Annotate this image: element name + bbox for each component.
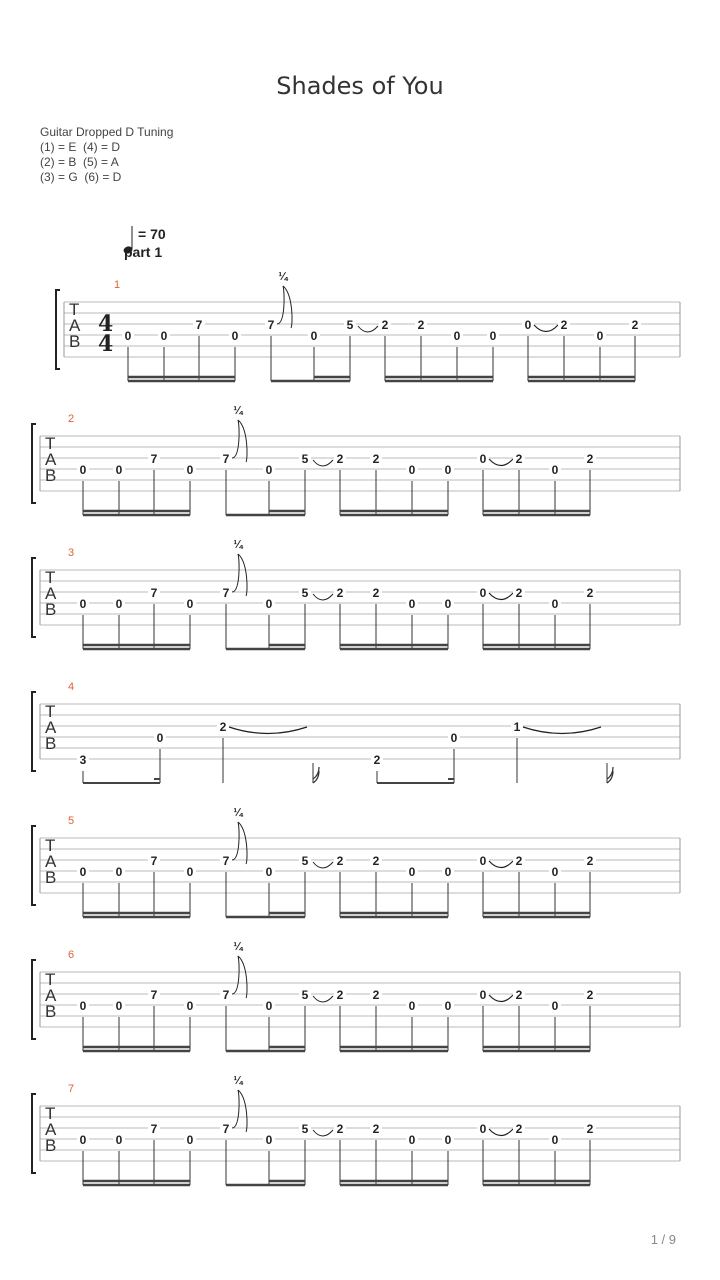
- bend-arrow: [232, 1090, 239, 1128]
- fret-number: 0: [479, 452, 487, 466]
- fret-number: 2: [515, 1122, 523, 1136]
- tab-system: [56, 271, 680, 381]
- tie-arc: [534, 325, 558, 332]
- fret-number: 0: [265, 865, 273, 879]
- fret-number: 2: [336, 586, 344, 600]
- fret-number: 0: [79, 865, 87, 879]
- bend-arrow: [232, 420, 239, 458]
- tab-letter: T: [45, 434, 56, 453]
- bend-arrow: [232, 822, 239, 860]
- section-label: part 1: [124, 244, 163, 260]
- measure-number: 7: [68, 1083, 75, 1095]
- tab-letter: T: [45, 568, 56, 587]
- note-flag: [607, 767, 613, 783]
- tab-letter: B: [45, 868, 57, 887]
- tie-arc: [489, 1129, 513, 1136]
- slide-arc: [313, 594, 333, 600]
- fret-number: 0: [265, 999, 273, 1013]
- system-bracket: [32, 960, 36, 1039]
- fret-number: 0: [186, 865, 194, 879]
- slide-arc: [358, 326, 378, 332]
- fret-number: 0: [310, 329, 318, 343]
- tab-letter: T: [69, 300, 80, 319]
- fret-number: 0: [79, 597, 87, 611]
- system-bracket: [32, 1094, 36, 1173]
- fret-number: 7: [222, 586, 230, 600]
- fret-number: 0: [408, 1133, 416, 1147]
- fret-number: 0: [444, 597, 452, 611]
- fret-number: 0: [551, 1133, 559, 1147]
- fret-number: 0: [479, 854, 487, 868]
- fret-number: 2: [372, 988, 380, 1002]
- tab-letter: T: [45, 970, 56, 989]
- fret-number: 0: [551, 597, 559, 611]
- fret-number: 0: [115, 463, 123, 477]
- system-bracket: [32, 558, 36, 637]
- measure-number: 3: [68, 547, 75, 559]
- fret-number: 0: [551, 463, 559, 477]
- fret-number: 0: [444, 463, 452, 477]
- fret-number: 7: [150, 452, 158, 466]
- fret-number: 0: [79, 463, 87, 477]
- fret-number: 0: [186, 999, 194, 1013]
- tie-arc: [229, 727, 307, 734]
- fret-number: 0: [115, 865, 123, 879]
- fret-number: 0: [186, 1133, 194, 1147]
- fret-number: 2: [336, 452, 344, 466]
- tab-letter: T: [45, 1104, 56, 1123]
- measure-number: 4: [68, 681, 75, 693]
- tab-letter: B: [45, 466, 57, 485]
- fret-number: 0: [444, 1133, 452, 1147]
- tab-letter: B: [45, 1136, 57, 1155]
- tab-letter: A: [45, 986, 57, 1005]
- fret-number: 0: [596, 329, 604, 343]
- fret-number: 0: [186, 597, 194, 611]
- bend-label: ¼: [233, 539, 243, 551]
- fret-number: 2: [515, 854, 523, 868]
- fret-number: 7: [150, 1122, 158, 1136]
- tab-system: [32, 1075, 680, 1185]
- fret-number: 0: [524, 318, 532, 332]
- bend-arrow: [232, 554, 239, 592]
- fret-number: 0: [551, 865, 559, 879]
- tie-arc: [489, 995, 513, 1002]
- fret-number: 0: [479, 988, 487, 1002]
- bend-label: ¼: [233, 405, 243, 417]
- fret-number: 0: [408, 597, 416, 611]
- fret-number: 0: [156, 731, 164, 745]
- fret-number: 0: [79, 999, 87, 1013]
- tie-arc: [489, 861, 513, 868]
- fret-number: 2: [381, 318, 389, 332]
- fret-number: 0: [115, 999, 123, 1013]
- fret-number: 7: [150, 988, 158, 1002]
- fret-number: 2: [586, 1122, 594, 1136]
- fret-number: 2: [631, 318, 639, 332]
- fret-number: 5: [301, 586, 309, 600]
- fret-number: 0: [479, 1122, 487, 1136]
- fret-number: 2: [586, 452, 594, 466]
- system-bracket: [32, 826, 36, 905]
- tuning-heading: Guitar Dropped D Tuning: [40, 125, 174, 139]
- fret-number: 0: [453, 329, 461, 343]
- fret-number: 0: [231, 329, 239, 343]
- fret-number: 2: [372, 452, 380, 466]
- fret-number: 0: [408, 865, 416, 879]
- time-signature-top: 4: [98, 311, 114, 337]
- fret-number: 0: [79, 1133, 87, 1147]
- tie-arc: [523, 727, 601, 734]
- fret-number: 2: [219, 720, 227, 734]
- tab-letter: B: [45, 600, 57, 619]
- fret-number: 0: [160, 329, 168, 343]
- fret-number: 2: [515, 586, 523, 600]
- tab-system: [32, 941, 680, 1051]
- fret-number: 7: [267, 318, 275, 332]
- bend-label: ¼: [233, 941, 243, 953]
- fret-number: 7: [150, 854, 158, 868]
- bend-label: ¼: [278, 271, 288, 283]
- fret-number: 1: [513, 720, 521, 734]
- tempo-marking: = 70: [138, 226, 166, 242]
- time-signature-bottom: 4: [98, 331, 114, 357]
- fret-number: 0: [444, 865, 452, 879]
- tie-arc: [489, 459, 513, 466]
- fret-number: 2: [336, 1122, 344, 1136]
- tab-letter: A: [45, 718, 57, 737]
- slide-arc: [313, 460, 333, 466]
- tab-letter: T: [45, 702, 56, 721]
- fret-number: 0: [265, 1133, 273, 1147]
- fret-number: 2: [372, 586, 380, 600]
- fret-number: 5: [301, 988, 309, 1002]
- fret-number: 2: [372, 854, 380, 868]
- fret-number: 2: [336, 988, 344, 1002]
- tab-letter: A: [45, 1120, 57, 1139]
- slide-arc: [313, 996, 333, 1002]
- fret-number: 2: [586, 586, 594, 600]
- fret-number: 0: [408, 463, 416, 477]
- tab-letter: B: [69, 332, 81, 351]
- fret-number: 2: [336, 854, 344, 868]
- fret-number: 5: [301, 1122, 309, 1136]
- tie-arc: [489, 593, 513, 600]
- fret-number: 2: [372, 1122, 380, 1136]
- tab-letter: A: [45, 450, 57, 469]
- fret-number: 0: [124, 329, 132, 343]
- measure-number: 2: [68, 413, 75, 425]
- bend-arrow: [232, 956, 239, 994]
- tab-letter: A: [45, 852, 57, 871]
- tab-letter: A: [69, 316, 81, 335]
- fret-number: 7: [150, 586, 158, 600]
- page-number: 1 / 9: [650, 1232, 676, 1247]
- tuning-line: (1) = E (4) = D: [40, 140, 121, 154]
- fret-number: 2: [417, 318, 425, 332]
- fret-number: 0: [115, 597, 123, 611]
- fret-number: 5: [301, 452, 309, 466]
- song-title: Shades of You: [276, 72, 444, 100]
- fret-number: 0: [115, 1133, 123, 1147]
- tuning-line: (3) = G (6) = D: [40, 170, 122, 184]
- fret-number: 0: [408, 999, 416, 1013]
- fret-number: 0: [444, 999, 452, 1013]
- fret-number: 2: [515, 452, 523, 466]
- fret-number: 5: [346, 318, 354, 332]
- fret-number: 7: [222, 1122, 230, 1136]
- measure-number: 5: [68, 815, 75, 827]
- fret-number: 0: [479, 586, 487, 600]
- tuning-line: (2) = B (5) = A: [40, 155, 119, 169]
- fret-number: 7: [222, 988, 230, 1002]
- tab-letter: B: [45, 1002, 57, 1021]
- fret-number: 0: [265, 597, 273, 611]
- measure-number: 1: [114, 279, 121, 291]
- fret-number: 2: [586, 988, 594, 1002]
- bend-label: ¼: [233, 1075, 243, 1087]
- fret-number: 2: [586, 854, 594, 868]
- slide-arc: [313, 1130, 333, 1136]
- tab-system: [32, 539, 680, 649]
- measure-number: 6: [68, 949, 75, 961]
- slide-arc: [313, 862, 333, 868]
- fret-number: 5: [301, 854, 309, 868]
- fret-number: 0: [489, 329, 497, 343]
- fret-number: 2: [560, 318, 568, 332]
- fret-number: 7: [195, 318, 203, 332]
- fret-number: 3: [79, 753, 87, 767]
- fret-number: 7: [222, 854, 230, 868]
- tab-letter: B: [45, 734, 57, 753]
- system-bracket: [56, 290, 60, 369]
- fret-number: 2: [373, 753, 381, 767]
- tab-system: [32, 681, 680, 783]
- system-bracket: [32, 692, 36, 771]
- bend-arrow: [277, 286, 284, 324]
- fret-number: 0: [265, 463, 273, 477]
- fret-number: 7: [222, 452, 230, 466]
- fret-number: 0: [186, 463, 194, 477]
- tab-system: [32, 405, 680, 515]
- tab-system: [32, 807, 680, 917]
- note-flag: [313, 767, 319, 783]
- system-bracket: [32, 424, 36, 503]
- bend-label: ¼: [233, 807, 243, 819]
- fret-number: 0: [551, 999, 559, 1013]
- tab-letter: A: [45, 584, 57, 603]
- tab-letter: T: [45, 836, 56, 855]
- fret-number: 0: [450, 731, 458, 745]
- fret-number: 2: [515, 988, 523, 1002]
